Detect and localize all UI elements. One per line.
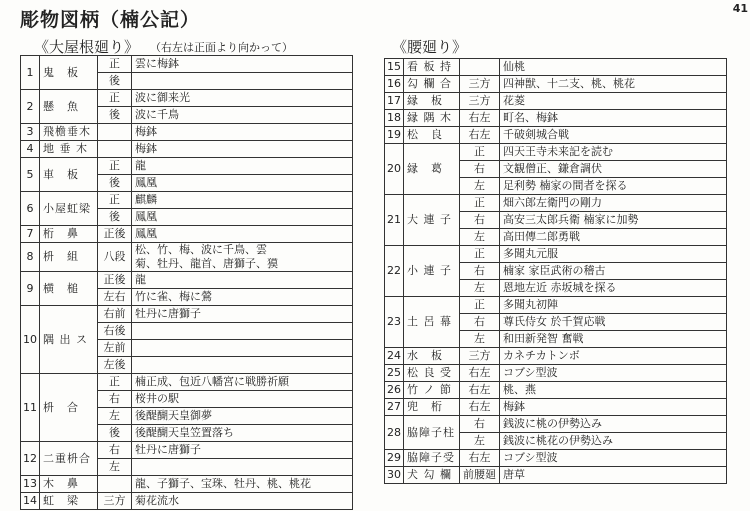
design-text: コブシ型波 (503, 451, 558, 464)
position-cell (98, 476, 132, 493)
table-row (385, 348, 727, 365)
table-row (21, 226, 353, 243)
design-text: 鳳凰 (135, 176, 157, 189)
table-row (385, 195, 727, 212)
design-cell (132, 323, 353, 340)
design-text: 四神獣、十二支、桃、桃花 (503, 77, 635, 90)
position-cell: 後 (98, 73, 132, 90)
position-cell: 後 (98, 425, 132, 442)
design-cell (132, 357, 353, 374)
table-row (21, 56, 353, 73)
table-row (385, 110, 727, 127)
design-cell (500, 144, 727, 161)
position-cell: 右左 (460, 450, 500, 467)
position-cell (460, 59, 500, 76)
row-number: 20 (385, 144, 404, 195)
design-text: 楠家 家臣武術の稽古 (503, 264, 606, 277)
part-name: 小屋虹梁 (40, 192, 98, 226)
design-cell (132, 90, 353, 107)
waist-carvings-table (384, 58, 727, 484)
design-text: 鳳凰 (135, 210, 157, 223)
design-cell (500, 331, 727, 348)
design-cell (500, 399, 727, 416)
design-text: 後醍醐天皇御夢 (135, 409, 212, 422)
design-text: 銭波に桃の伊勢込み (503, 417, 602, 430)
part-name: 二重枡合 (40, 442, 98, 476)
design-cell (132, 272, 353, 289)
design-text: 多聞丸初陣 (503, 298, 558, 311)
row-number: 29 (385, 450, 404, 467)
part-name: 勾 欄 合 (404, 76, 460, 93)
design-text: 文観僧正、鎌倉調伏 (503, 162, 602, 175)
table-row (385, 144, 727, 161)
table-row (385, 382, 727, 399)
design-cell (500, 127, 727, 144)
design-text: 唐草 (503, 468, 525, 481)
design-cell (500, 365, 727, 382)
table-row (385, 467, 727, 484)
position-cell: 右左 (460, 110, 500, 127)
row-number: 21 (385, 195, 404, 246)
position-cell: 正後 (98, 226, 132, 243)
table-row (385, 76, 727, 93)
design-text: 多聞丸元服 (503, 247, 558, 260)
design-text: 足利勢 楠家の間者を探る (503, 179, 628, 192)
table-row (21, 374, 353, 391)
table-row (21, 272, 353, 289)
design-cell (500, 76, 727, 93)
design-cell (132, 459, 353, 476)
design-cell (132, 107, 353, 124)
position-cell: 三方 (460, 93, 500, 110)
part-name: 水 板 (404, 348, 460, 365)
table-row (21, 442, 353, 459)
position-cell: 右 (460, 416, 500, 433)
design-cell (132, 408, 353, 425)
part-name: 木 鼻 (40, 476, 98, 493)
table-row (21, 243, 353, 272)
part-name: 車 板 (40, 158, 98, 192)
row-number: 13 (21, 476, 40, 493)
part-name: 飛檐垂木 (40, 124, 98, 141)
position-cell: 正 (460, 195, 500, 212)
row-number: 30 (385, 467, 404, 484)
design-cell (500, 297, 727, 314)
part-name: 小 連 子 (404, 246, 460, 297)
row-number: 19 (385, 127, 404, 144)
part-name: 松 良 受 (404, 365, 460, 382)
position-cell: 右 (460, 212, 500, 229)
design-cell (132, 391, 353, 408)
position-cell: 右左 (460, 382, 500, 399)
position-cell: 右左 (460, 365, 500, 382)
design-cell (132, 289, 353, 306)
row-number: 15 (385, 59, 404, 76)
design-cell (132, 476, 353, 493)
position-cell: 三方 (460, 348, 500, 365)
row-number: 18 (385, 110, 404, 127)
table-row (21, 306, 353, 323)
part-name: 桁 鼻 (40, 226, 98, 243)
design-cell (500, 110, 727, 127)
part-name: 脇障子柱 (404, 416, 460, 450)
design-cell (132, 243, 353, 272)
part-name: 枡 組 (40, 243, 98, 272)
design-text: 尊氏侍女 於千賀応戦 (503, 315, 606, 328)
design-cell (132, 493, 353, 510)
design-text: 菊、牡丹、龍首、唐獅子、獏 (135, 257, 278, 270)
row-number: 8 (21, 243, 40, 272)
position-cell: 後 (98, 107, 132, 124)
design-text: 波に御来光 (135, 91, 190, 104)
position-cell: 左前 (98, 340, 132, 357)
design-cell (132, 306, 353, 323)
design-cell (500, 212, 727, 229)
design-cell (500, 161, 727, 178)
design-text: 梅鉢 (135, 125, 157, 138)
row-number: 17 (385, 93, 404, 110)
design-cell (500, 416, 727, 433)
position-cell: 右 (460, 314, 500, 331)
part-name: 脇障子受 (404, 450, 460, 467)
design-text: コブシ型波 (503, 366, 558, 379)
table-row (21, 158, 353, 175)
design-cell (132, 226, 353, 243)
row-number: 14 (21, 493, 40, 510)
design-text: 高安三太郎兵衛 楠家に加勢 (503, 213, 639, 226)
row-number: 28 (385, 416, 404, 450)
table-row (385, 93, 727, 110)
position-cell: 右 (460, 263, 500, 280)
table-row (385, 297, 727, 314)
position-cell: 右 (98, 391, 132, 408)
design-text: 牡丹に唐獅子 (135, 443, 201, 456)
position-cell: 正 (460, 144, 500, 161)
design-text: 梅鉢 (503, 400, 525, 413)
row-number: 3 (21, 124, 40, 141)
part-name: 隅 出 ス (40, 306, 98, 374)
design-text: 町名、梅鉢 (503, 111, 558, 124)
table-row (21, 124, 353, 141)
row-number: 16 (385, 76, 404, 93)
position-cell: 正 (460, 297, 500, 314)
position-cell (98, 124, 132, 141)
page-number: 41 (732, 2, 748, 15)
design-text: 千破剣城合戦 (503, 128, 569, 141)
design-cell (500, 59, 727, 76)
row-number: 11 (21, 374, 40, 442)
section-note-roof: （右左は正面より向かって） (150, 41, 293, 54)
position-cell: 左右 (98, 289, 132, 306)
design-text: 龍 (135, 159, 146, 172)
table-row (21, 476, 353, 493)
design-text: 菊花流水 (135, 494, 179, 507)
design-cell (132, 192, 353, 209)
position-cell: 左 (98, 408, 132, 425)
table-row (385, 59, 727, 76)
position-cell: 正 (98, 90, 132, 107)
row-number: 24 (385, 348, 404, 365)
part-name: 犬 勾 欄 (404, 467, 460, 484)
design-cell (132, 425, 353, 442)
design-text: 龍 (135, 273, 146, 286)
position-cell: 後 (98, 175, 132, 192)
table-row (385, 127, 727, 144)
design-cell (132, 124, 353, 141)
row-number: 25 (385, 365, 404, 382)
table-row (21, 90, 353, 107)
position-cell: 前腰廻 (460, 467, 500, 484)
design-cell (500, 450, 727, 467)
position-cell: 右左 (460, 127, 500, 144)
part-name: 松 良 (404, 127, 460, 144)
design-text: カネチカトンボ (503, 349, 580, 362)
table-row (385, 365, 727, 382)
row-number: 6 (21, 192, 40, 226)
position-cell: 正 (98, 192, 132, 209)
position-cell: 正 (460, 246, 500, 263)
part-name: 縁 葛 (404, 144, 460, 195)
design-text: 楠正成、包近八幡宮に戦勝祈願 (135, 375, 289, 388)
design-cell (500, 314, 727, 331)
design-text: 後醍醐天皇笠置落ち (135, 426, 234, 439)
design-cell (500, 178, 727, 195)
section-heading-waist: 《腰廻り》 (392, 38, 468, 56)
position-cell: 右後 (98, 323, 132, 340)
design-cell (500, 246, 727, 263)
position-cell: 右 (98, 442, 132, 459)
row-number: 12 (21, 442, 40, 476)
position-cell: 三方 (98, 493, 132, 510)
table-row (385, 450, 727, 467)
design-text: 銭波に桃花の伊勢込み (503, 434, 613, 447)
table-row (385, 416, 727, 433)
position-cell: 右 (460, 161, 500, 178)
design-cell (132, 442, 353, 459)
part-name: 兜 桁 (404, 399, 460, 416)
position-cell: 右左 (460, 399, 500, 416)
part-name: 大 連 子 (404, 195, 460, 246)
row-number: 4 (21, 141, 40, 158)
row-number: 2 (21, 90, 40, 124)
part-name: 竹 ノ 節 (404, 382, 460, 399)
design-cell (500, 93, 727, 110)
part-name: 土 呂 幕 (404, 297, 460, 348)
part-name: 鬼 板 (40, 56, 98, 90)
design-cell (132, 175, 353, 192)
design-text: 鳳凰 (135, 227, 157, 240)
design-text: 梅鉢 (135, 142, 157, 155)
design-text: 高田傳二郎勇戦 (503, 230, 580, 243)
position-cell: 八段 (98, 243, 132, 272)
position-cell: 左 (460, 331, 500, 348)
row-number: 7 (21, 226, 40, 243)
design-cell (132, 340, 353, 357)
design-cell (132, 209, 353, 226)
position-cell: 左 (98, 459, 132, 476)
design-text: 麒麟 (135, 193, 157, 206)
design-cell (500, 263, 727, 280)
part-name: 虹 梁 (40, 493, 98, 510)
design-cell (132, 141, 353, 158)
position-cell (98, 141, 132, 158)
page-title: 彫物図柄（楠公記） (20, 9, 201, 31)
table-row (385, 399, 727, 416)
row-number: 5 (21, 158, 40, 192)
design-cell (500, 348, 727, 365)
design-text: 和田新発智 奮戦 (503, 332, 584, 345)
position-cell: 右前 (98, 306, 132, 323)
design-cell (132, 56, 353, 73)
row-number: 9 (21, 272, 40, 306)
position-cell: 左 (460, 433, 500, 450)
roof-carvings-table (20, 55, 353, 510)
design-cell (500, 433, 727, 450)
design-text: 四天王寺未来記を読む (503, 145, 613, 158)
position-cell: 左 (460, 229, 500, 246)
position-cell: 正 (98, 158, 132, 175)
section-heading-roof: 《大屋根廻り》 (34, 38, 140, 56)
design-text: 龍、子獅子、宝珠、牡丹、桃、桃花 (135, 477, 311, 490)
design-text: 仙桃 (503, 60, 525, 73)
part-name: 枡 合 (40, 374, 98, 442)
row-number: 27 (385, 399, 404, 416)
position-cell: 三方 (460, 76, 500, 93)
design-cell (500, 280, 727, 297)
position-cell: 正 (98, 374, 132, 391)
design-text: 花菱 (503, 94, 525, 107)
row-number: 1 (21, 56, 40, 90)
part-name: 横 槌 (40, 272, 98, 306)
row-number: 26 (385, 382, 404, 399)
design-text: 桃、燕 (503, 383, 536, 396)
row-number: 10 (21, 306, 40, 374)
design-cell (500, 195, 727, 212)
position-cell: 左 (460, 280, 500, 297)
table-row (385, 246, 727, 263)
design-cell (500, 382, 727, 399)
part-name: 縁 隅 木 (404, 110, 460, 127)
position-cell: 左後 (98, 357, 132, 374)
design-text: 松、竹、梅、波に千鳥、雲 (135, 243, 267, 256)
design-text: 波に千鳥 (135, 108, 179, 121)
design-text: 雲に梅鉢 (135, 57, 179, 70)
design-cell (132, 73, 353, 90)
position-cell: 後 (98, 209, 132, 226)
design-cell (500, 229, 727, 246)
design-text: 恩地左近 赤坂城を探る (503, 281, 617, 294)
table-row (21, 141, 353, 158)
design-text: 牡丹に唐獅子 (135, 307, 201, 320)
part-name: 縁 板 (404, 93, 460, 110)
design-text: 畑六郎左衛門の剛力 (503, 196, 602, 209)
design-text: 桜井の駅 (135, 392, 179, 405)
position-cell: 左 (460, 178, 500, 195)
part-name: 地 垂 木 (40, 141, 98, 158)
position-cell: 正後 (98, 272, 132, 289)
design-cell (132, 374, 353, 391)
table-row (21, 192, 353, 209)
part-name: 懸 魚 (40, 90, 98, 124)
design-cell (132, 158, 353, 175)
row-number: 23 (385, 297, 404, 348)
design-text: 竹に雀、梅に鶯 (135, 290, 212, 303)
part-name: 看 板 持 (404, 59, 460, 76)
table-row (21, 493, 353, 510)
position-cell: 正 (98, 56, 132, 73)
design-cell (500, 467, 727, 484)
row-number: 22 (385, 246, 404, 297)
